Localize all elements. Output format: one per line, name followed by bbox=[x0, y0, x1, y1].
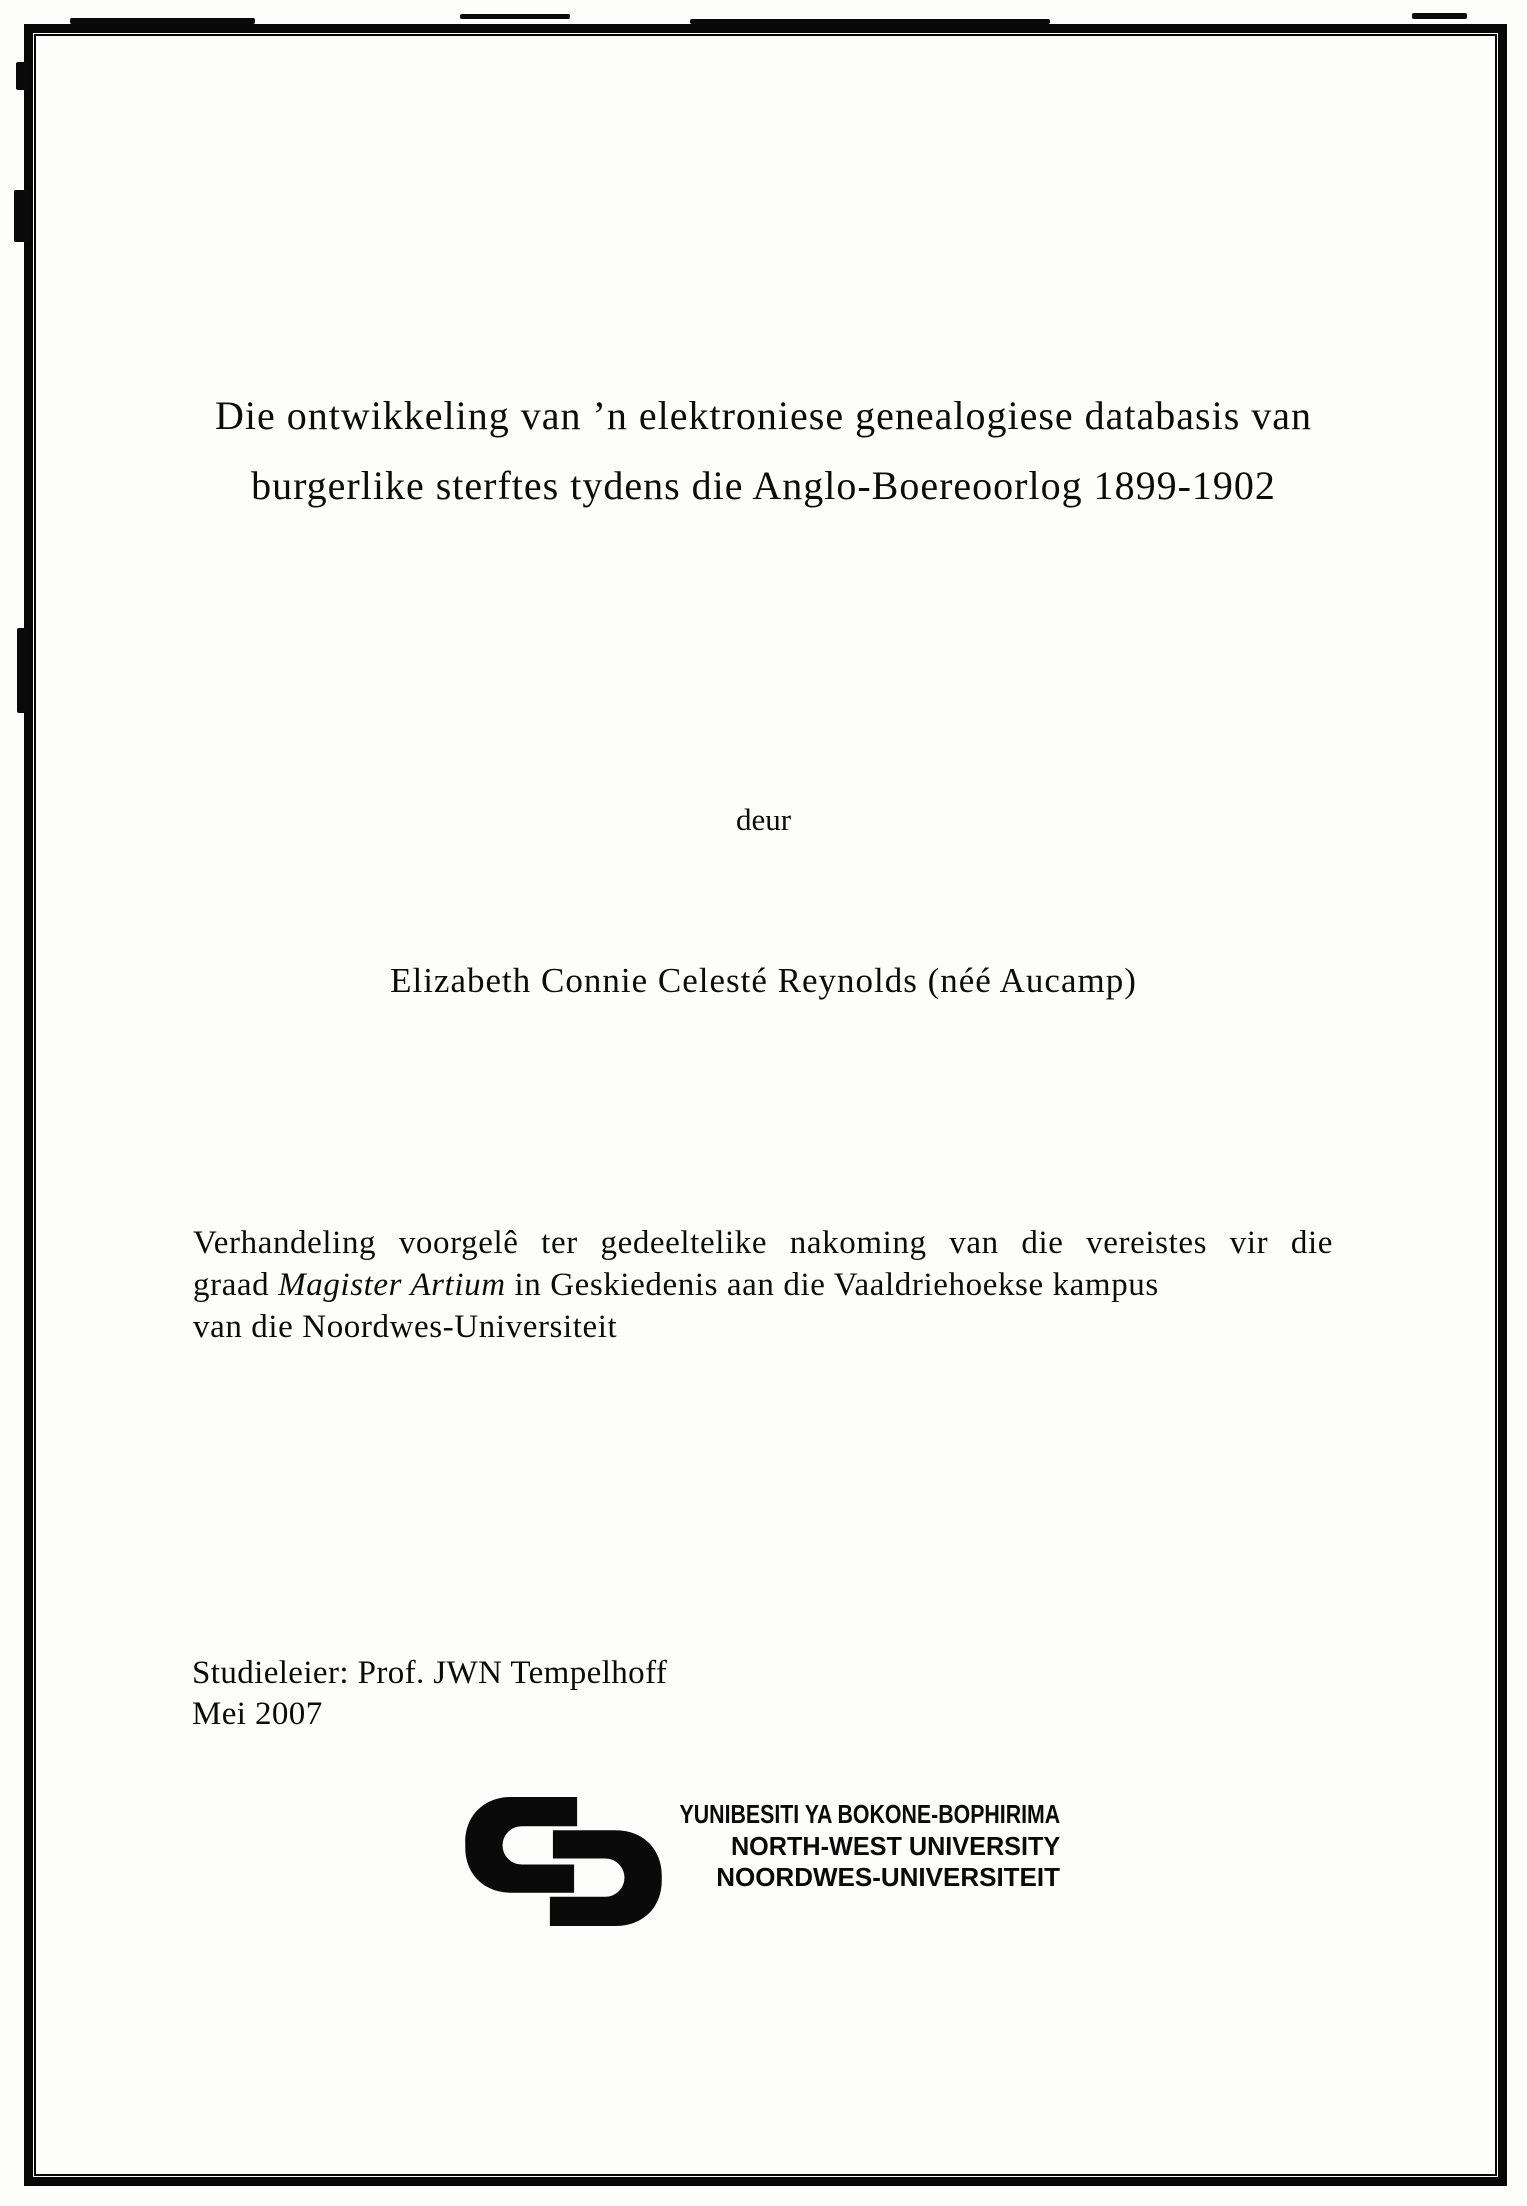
scan-artifact bbox=[460, 14, 570, 19]
degree-statement-line1: Verhandeling voorgelê ter gedeeltelike nakoming van die vereistes vir die bbox=[193, 1225, 1333, 1261]
degree-name-italic: Magister Artium bbox=[278, 1267, 506, 1303]
byline-label: deur bbox=[735, 802, 792, 837]
logo-text-english: NORTH-WEST UNIVERSITY bbox=[730, 1830, 1060, 1861]
scan-artifact bbox=[17, 628, 28, 713]
scan-artifact bbox=[690, 19, 1050, 24]
scan-artifact bbox=[70, 18, 255, 24]
degree-statement-line2-suffix: in Geskiedenis aan die Vaaldriehoekse kampus bbox=[505, 1267, 1159, 1303]
author-name: Elizabeth Connie Celesté Reynolds (néé Aucamp) bbox=[390, 961, 1137, 1000]
supervisor-line: Studieleier: Prof. JWN Tempelhoff bbox=[192, 1655, 668, 1691]
thesis-title-line1: Die ontwikkeling van ’n elektroniese genealogiese databasis van bbox=[214, 393, 1313, 438]
university-logo-text bbox=[596, 1799, 1060, 1894]
date-line: Mei 2007 bbox=[192, 1696, 323, 1732]
logo-text-afrikaans: NOORDWES-UNIVERSITEIT bbox=[716, 1862, 1060, 1892]
degree-statement-line2-prefix: graad bbox=[193, 1267, 279, 1303]
degree-statement bbox=[193, 1222, 1333, 1348]
thesis-title-line2: burgerlike sterftes tydens die Anglo-Boereoorlog 1899-1902 bbox=[251, 463, 1276, 508]
scan-artifact bbox=[16, 62, 28, 90]
scan-artifact bbox=[14, 190, 29, 242]
thesis-title bbox=[0, 381, 1527, 521]
degree-statement-line3: van die Noordwes-Universiteit bbox=[193, 1309, 618, 1345]
logo-text-setswana: YUNIBESITI YA BOKONE-BOPHIRIMA bbox=[679, 1799, 1060, 1829]
scan-artifact bbox=[1412, 13, 1467, 19]
degree-statement-line2 bbox=[193, 1264, 1333, 1306]
